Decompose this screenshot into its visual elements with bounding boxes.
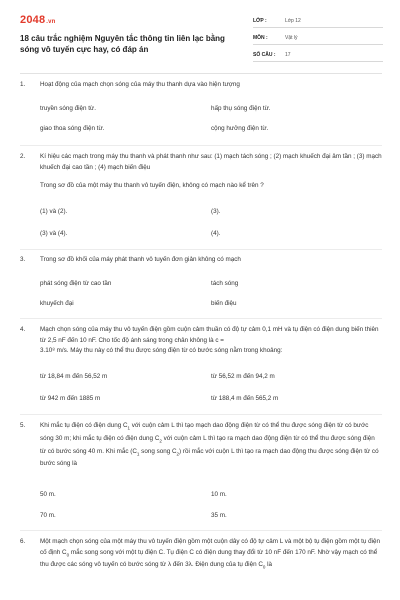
meta-value: 17 <box>285 51 291 58</box>
answer-option[interactable]: (4). <box>211 230 221 237</box>
meta-value: Vật lý <box>285 34 298 41</box>
answer-option[interactable]: 50 m. <box>40 491 56 498</box>
question-divider <box>20 414 382 415</box>
answer-option[interactable]: phát sóng điện từ cao tần <box>40 280 112 287</box>
meta-row-count <box>253 48 383 62</box>
question-text: Trong sơ đồ của một máy thu thanh vô tuyến điện, không có mạch nào kể trên ? <box>40 182 264 189</box>
question-text: Trong sơ đồ khối của máy phát thanh vô tuyến đơn giản không có mạch <box>40 256 241 263</box>
answer-option[interactable]: từ 942 m đến 1885 m <box>40 395 101 402</box>
meta-key: LỚP : <box>253 17 267 24</box>
brand-suffix: .vn <box>46 19 56 25</box>
answer-option[interactable]: 70 m. <box>40 512 56 519</box>
question-divider <box>20 318 382 319</box>
answer-option[interactable]: từ 18,84 m đến 56,52 m <box>40 373 108 380</box>
answer-option[interactable]: từ 56,52 m đến 94,2 m <box>211 373 275 380</box>
question-text: Khi mắc tụ điện có điện dung $C_1$ với cuộn cảm L thì tạo mạch dao động điện từ có thể thu được sóng điện từ có bước sóng 30 m; khi mắc tụ điện có điện dung $C_2$ với cuộn cảm L thì tạo ra mạch dao động điện từ có thể thu được sóng điện từ có bước sóng 40 m. Khi mắc ($C_1$ song song $C_2$) rồi mắc với cuộn L thì tạo ra mạch dao động thu được sóng điện từ có bước sóng là <box>40 422 379 468</box>
question-number: 5. <box>20 422 26 429</box>
answer-option[interactable]: khuyếch đại <box>40 300 74 307</box>
question-divider <box>20 249 382 250</box>
brand-logo[interactable] <box>20 14 56 26</box>
question-number: 3. <box>20 256 26 263</box>
header-divider <box>20 73 382 74</box>
question-divider <box>20 530 382 531</box>
brand-name: 2048 <box>20 14 46 26</box>
document-title: 18 câu trắc nghiệm Nguyên tắc thông tin liên lạc bằng sóng vô tuyến cực hay, có đáp án <box>20 34 225 54</box>
answer-option[interactable]: truyền sóng điện từ. <box>40 105 97 112</box>
question-text: 3.10⁸ m/s. Máy thu này có thể thu được sóng điện từ có bước sóng nằm trong khoảng: <box>40 347 283 354</box>
answer-option[interactable]: 35 m. <box>211 512 227 519</box>
question-text: Kí hiệu các mạch trong máy thu thanh và phát thanh như sau: (1) mạch tách sóng ; (2) mạch khuếch đại âm tần ; (3) mạch khuếch đại cao tần ; (4) mạch biến điệu <box>40 153 382 171</box>
answer-option[interactable]: (1) và (2). <box>40 208 68 215</box>
meta-row-class <box>253 14 383 28</box>
answer-option[interactable]: từ 188,4 m đến 565,2 m <box>211 395 279 402</box>
question-number: 2. <box>20 153 26 160</box>
meta-row-subject <box>253 31 383 45</box>
question-divider <box>20 145 382 146</box>
answer-option[interactable]: (3) và (4). <box>40 230 68 237</box>
question-number: 1. <box>20 81 26 88</box>
answer-option[interactable]: giao thoa sóng điện từ. <box>40 125 105 132</box>
question-number: 4. <box>20 326 26 333</box>
question-text: Hoạt động của mạch chọn sóng của máy thu thanh dựa vào hiện tượng <box>40 81 240 88</box>
question-number: 6. <box>20 538 26 545</box>
answer-option[interactable]: (3). <box>211 208 221 215</box>
answer-option[interactable]: tách sóng <box>211 280 239 287</box>
answer-option[interactable]: hấp thụ sóng điện từ. <box>211 105 271 112</box>
answer-option[interactable]: 10 m. <box>211 491 227 498</box>
question-text: Mạch chọn sóng của máy thu vô tuyến điện gồm cuộn cảm thuần có độ tự cảm 0,1 mH và tụ điện có điện dung biến thiên từ 2,5 nF đến 10 nF. Cho tốc độ ánh sáng trong chân không là c = <box>40 326 379 344</box>
meta-key: MÔN : <box>253 34 268 41</box>
meta-value: Lớp 12 <box>285 17 301 24</box>
document-meta <box>253 14 383 65</box>
meta-key: SỐ CÂU : <box>253 51 276 58</box>
answer-option[interactable]: biến điệu <box>211 300 237 307</box>
question-text: Một mạch chọn sóng của một máy thu vô tuyến điện gồm một cuộn dây có độ tự cảm L và một bộ tụ điện gồm một tụ điện cố định $C_0$ mắc song song với một tụ điện C. Tụ điện C có điện dung thay đổi từ 10 nF đến 170 nF. Nhờ vậy mạch có thể thu được các sóng vô tuyến có bước sóng từ λ đến 3λ. Điện dung của tụ điện $C_0$ là <box>40 538 380 570</box>
answer-option[interactable]: cộng hưởng điện từ. <box>211 125 269 132</box>
